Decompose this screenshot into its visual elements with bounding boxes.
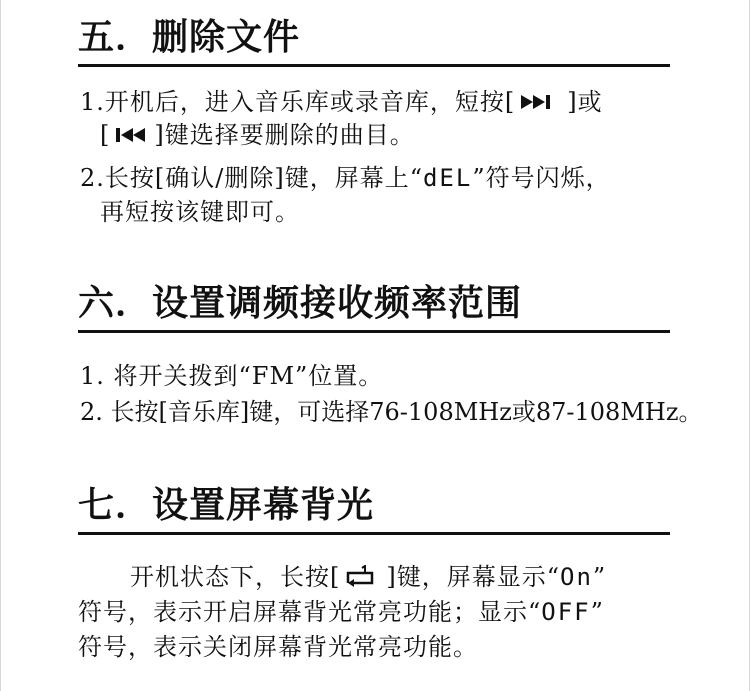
section-7-line-1-text-b: ]键，屏幕显示“ bbox=[386, 563, 561, 591]
section-5-item-2-text-c: 再短按该键即可。 bbox=[100, 198, 300, 226]
del-display-glyphs: dEL bbox=[422, 164, 473, 192]
section-5-item-1-text-b: ]或 bbox=[567, 88, 603, 116]
section-7-line-2 bbox=[78, 596, 604, 628]
section-7-line-1-text-a: 开机状态下，长按[ bbox=[130, 563, 341, 591]
section-5-item-2-line-2 bbox=[100, 196, 300, 228]
section-7-line-1 bbox=[130, 561, 606, 595]
section-5-heading: 五．删除文件 bbox=[78, 17, 301, 58]
section-6-rule bbox=[78, 330, 670, 333]
section-6-heading: 六．设置调频接收频率范围 bbox=[78, 283, 523, 324]
repeat-one-icon bbox=[344, 563, 382, 595]
previous-track-icon bbox=[114, 121, 150, 153]
section-5-item-2-text-b: ”符号闪烁， bbox=[472, 164, 611, 192]
section-5-item-1-text-a: 1.开机后，进入音乐库或录音库，短按[ bbox=[80, 88, 516, 116]
section-5-item-1-line-1 bbox=[80, 86, 603, 120]
next-track-icon bbox=[519, 88, 563, 120]
section-5-item-2-line-1 bbox=[80, 162, 611, 194]
section-5-rule bbox=[78, 64, 670, 67]
section-7-line-1-text-c: ” bbox=[592, 563, 607, 591]
section-5-item-1-line-2 bbox=[100, 119, 415, 153]
section-6-item-1: 1. 将开关拨到“FM”位置。 bbox=[80, 362, 384, 390]
section-5-item-1-text-d: ]键选择要删除的曲目。 bbox=[154, 121, 415, 149]
section-7-line-2-text-b: ” bbox=[590, 598, 604, 626]
section-5-item-1-text-c: [ bbox=[100, 121, 111, 149]
off-display-glyphs: OFF bbox=[541, 598, 591, 626]
section-7-heading: 七．设置屏幕背光 bbox=[78, 485, 375, 526]
section-5-item-2-text-a: 2.长按[确认/删除]键，屏幕上“ bbox=[80, 164, 423, 192]
left-border-line bbox=[0, 0, 1, 691]
section-6-item-2: 2. 长按[音乐库]键，可选择76-108MHz或87-108MHz。 bbox=[80, 398, 703, 426]
section-7-rule bbox=[78, 532, 670, 535]
section-7-line-2-text-a: 符号，表示开启屏幕背光常亮功能；显示“ bbox=[78, 598, 542, 626]
on-display-glyphs: On bbox=[560, 563, 593, 591]
section-7-line-3: 符号，表示关闭屏幕背光常亮功能。 bbox=[78, 633, 478, 661]
